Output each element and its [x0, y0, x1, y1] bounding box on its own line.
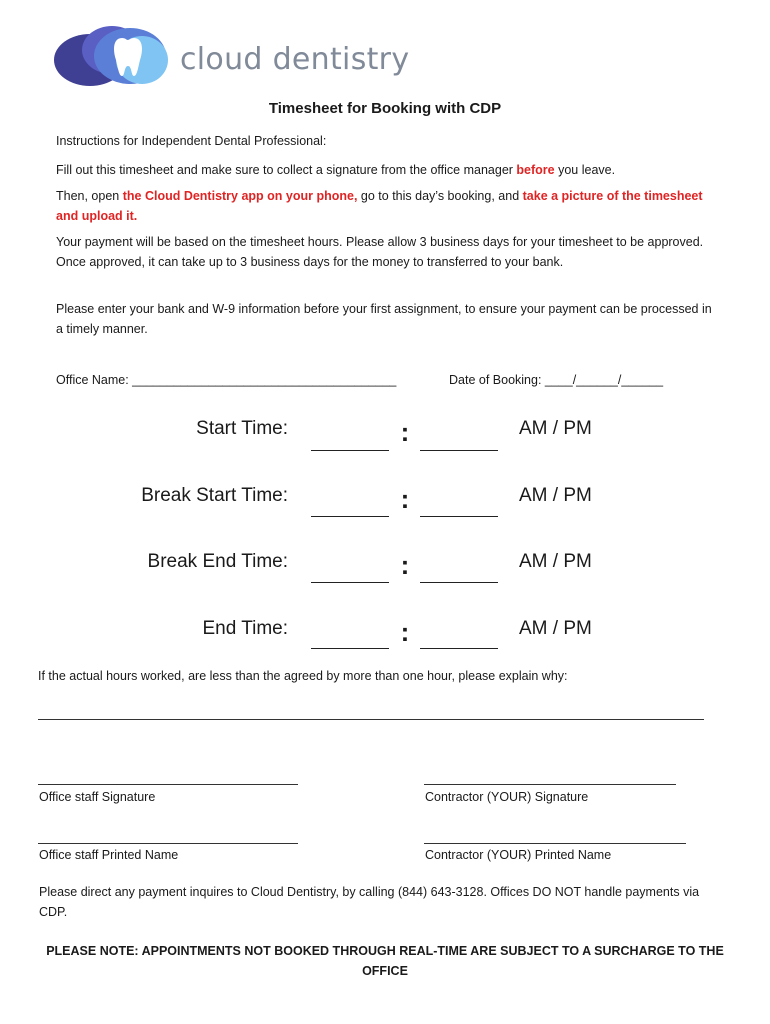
contractor-signature-line[interactable]	[424, 784, 676, 785]
break-end-ampm[interactable]: AM / PM	[519, 551, 592, 572]
break-end-time-label: Break End Time:	[147, 551, 288, 572]
break-end-hour-field[interactable]	[311, 582, 389, 583]
start-hour-field[interactable]	[311, 450, 389, 451]
instruction-payment: Your payment will be based on the timesheet hours. Please allow 3 business days for your timesheet to be approved. Once approved, it can take up to 3 business days for the money to transferred to your bank.	[56, 235, 704, 269]
instruction-upload: Then, open the Cloud Dentistry app on your phone, go to this day’s booking, and take a picture of the timesheet and upload it.	[56, 189, 703, 223]
instructions-heading: Instructions for Independent Dental Professional:	[56, 134, 327, 148]
date-of-booking-field[interactable]: Date of Booking: ____/______/______	[449, 373, 664, 387]
contractor-printed-name-line[interactable]	[424, 843, 686, 844]
colon: :	[400, 417, 410, 447]
end-hour-field[interactable]	[311, 648, 389, 649]
surcharge-note: PLEASE NOTE: APPOINTMENTS NOT BOOKED THROUGH REAL-TIME ARE SUBJECT TO A SURCHARGE TO THE OFFICE	[46, 944, 724, 978]
start-minute-field[interactable]	[420, 450, 498, 451]
break-end-minute-field[interactable]	[420, 582, 498, 583]
office-signature-label: Office staff Signature	[39, 790, 156, 804]
office-printed-name-label: Office staff Printed Name	[39, 848, 179, 862]
contractor-signature-label: Contractor (YOUR) Signature	[425, 790, 589, 804]
contractor-printed-name-label: Contractor (YOUR) Printed Name	[425, 848, 612, 862]
cloud-dentistry-logo	[52, 20, 422, 90]
instruction-bank: Please enter your bank and W-9 information before your first assignment, to ensure your payment can be processed in a timely manner.	[56, 302, 712, 336]
office-signature-line[interactable]	[38, 784, 298, 785]
break-start-hour-field[interactable]	[311, 516, 389, 517]
office-name-field[interactable]: Office Name: ______________________________________	[56, 373, 397, 387]
break-start-ampm[interactable]: AM / PM	[519, 485, 592, 506]
start-time-label: Start Time:	[196, 418, 288, 439]
tooth-cloud-icon	[52, 20, 172, 90]
colon: :	[400, 550, 410, 580]
instruction-signature: Fill out this timesheet and make sure to collect a signature from the office manager before you leave.	[56, 163, 616, 177]
start-ampm[interactable]: AM / PM	[519, 418, 592, 439]
office-printed-name-line[interactable]	[38, 843, 298, 844]
explain-prompt: If the actual hours worked, are less than the agreed by more than one hour, please explain why:	[38, 669, 568, 683]
colon: :	[400, 617, 410, 647]
brand-name: cloud dentistry	[180, 42, 410, 77]
explain-field[interactable]	[38, 719, 704, 720]
page-title: Timesheet for Booking with CDP	[268, 100, 502, 117]
end-minute-field[interactable]	[420, 648, 498, 649]
payment-inquiry-text: Please direct any payment inquires to Cloud Dentistry, by calling (844) 643-3128. Offices DO NOT handle payments via CDP.	[39, 885, 700, 919]
end-ampm[interactable]: AM / PM	[519, 618, 592, 639]
end-time-label: End Time:	[202, 618, 288, 639]
break-start-time-label: Break Start Time:	[141, 485, 288, 506]
colon: :	[400, 484, 410, 514]
break-start-minute-field[interactable]	[420, 516, 498, 517]
